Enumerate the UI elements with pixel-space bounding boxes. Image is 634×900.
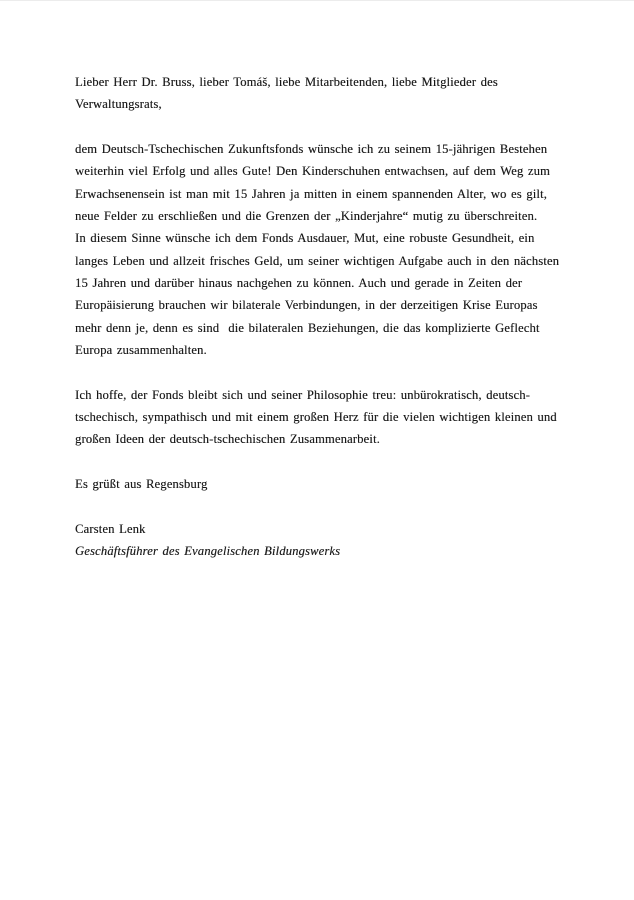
text-line: großen Ideen der deutsch-tschechischen Zusammenarbeit. [75, 432, 380, 447]
salutation [75, 71, 565, 116]
text-line: In diesem Sinne wünsche ich dem Fonds Ausdauer, Mut, eine robuste Gesundheit, ein [75, 231, 535, 246]
text-line: dem Deutsch-Tschechischen Zukunftsfonds wünsche ich zu seinem 15-jährigen Bestehen [75, 141, 548, 156]
text-line: Erwachsenensein ist man mit 15 Jahren ja mitten in einem spannenden Alter, wo es gilt, [75, 186, 547, 201]
text-line: Carsten Lenk [75, 521, 146, 536]
text-line: tschechisch, sympathisch und mit einem großen Herz für die vielen wichtigen kleinen und [75, 409, 557, 424]
text-line: Europa zusammenhalten. [75, 342, 207, 357]
closing-greeting [75, 473, 565, 495]
text-line: Verwaltungsrats, [75, 97, 162, 112]
text-line: Es grüßt aus Regensburg [75, 476, 208, 491]
letter-body [75, 71, 565, 562]
body-paragraph-1 [75, 138, 565, 361]
text-line: Geschäftsführer des Evangelischen Bildungswerks [75, 543, 341, 558]
text-line: weiterhin viel Erfolg und alles Gute! Den Kinderschuhen entwachsen, auf dem Weg zum [75, 164, 550, 179]
text-line: Ich hoffe, der Fonds bleibt sich und seiner Philosophie treu: unbürokratisch, deutsch- [75, 387, 531, 402]
text-line: Europäisierung brauchen wir bilaterale Verbindungen, in der derzeitigen Krise Europas [75, 298, 538, 313]
text-line: langes Leben und allzeit frisches Geld, um seiner wichtigen Aufgabe auch in den nächsten [75, 253, 560, 268]
text-line: mehr denn je, denn es sind die bilateralen Beziehungen, die das komplizierte Geflecht [75, 320, 540, 335]
body-paragraph-2 [75, 384, 565, 451]
text-line: 15 Jahren und darüber hinaus nachgehen zu können. Auch und gerade in Zeiten der [75, 275, 523, 290]
signature-block [75, 518, 565, 563]
text-line: Lieber Herr Dr. Bruss, lieber Tomáš, liebe Mitarbeitenden, liebe Mitglieder des [75, 75, 498, 89]
text-line: neue Felder zu erschließen und die Grenzen der „Kinderjahre“ mutig zu überschreiten. [75, 208, 538, 223]
